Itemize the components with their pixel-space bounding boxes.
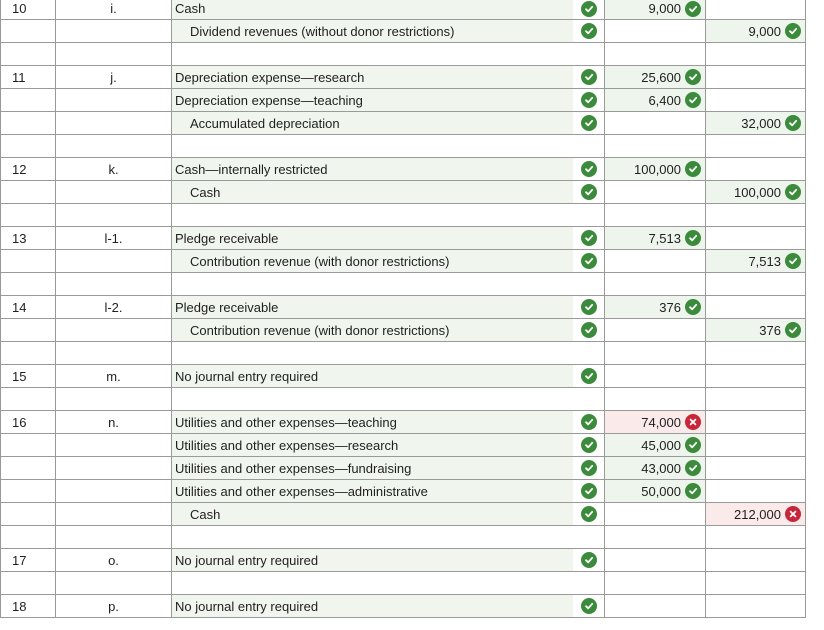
credit-field[interactable] bbox=[705, 342, 806, 364]
check-circle-icon bbox=[685, 460, 701, 476]
account-title: Utilities and other expenses—fundraising bbox=[175, 460, 412, 476]
credit-field[interactable] bbox=[705, 572, 806, 594]
x-circle-icon bbox=[785, 506, 801, 522]
check-circle-icon bbox=[785, 184, 801, 200]
event-cell bbox=[55, 503, 171, 525]
account-status-cell bbox=[573, 411, 604, 433]
event-cell bbox=[55, 0, 171, 19]
table-row bbox=[0, 181, 806, 204]
transaction-number-cell bbox=[0, 549, 55, 571]
x-circle-icon bbox=[685, 414, 701, 430]
account-title-field[interactable] bbox=[171, 227, 573, 249]
event-label: n. bbox=[108, 414, 119, 430]
check-circle-icon bbox=[581, 69, 597, 85]
account-title-field[interactable] bbox=[171, 20, 573, 42]
check-circle-icon bbox=[581, 322, 597, 338]
credit-field[interactable] bbox=[705, 43, 806, 65]
table-row bbox=[0, 457, 806, 480]
account-title-field[interactable] bbox=[171, 43, 573, 65]
account-title-field[interactable] bbox=[171, 273, 573, 295]
transaction-number-cell bbox=[0, 273, 55, 295]
transaction-number-cell bbox=[0, 20, 55, 42]
table-row bbox=[0, 20, 806, 43]
debit-field[interactable] bbox=[604, 526, 705, 548]
account-title: No journal entry required bbox=[175, 598, 319, 614]
account-status-cell bbox=[573, 181, 604, 203]
credit-field[interactable] bbox=[705, 503, 806, 525]
transaction-number-cell bbox=[0, 296, 55, 318]
table-row bbox=[0, 595, 806, 618]
transaction-number: 13 bbox=[12, 230, 27, 246]
table-row bbox=[0, 296, 806, 319]
event-label: m. bbox=[106, 368, 121, 384]
account-status-cell bbox=[573, 250, 604, 272]
table-row bbox=[0, 549, 806, 572]
table-row bbox=[0, 204, 806, 227]
debit-field[interactable] bbox=[604, 20, 705, 42]
event-cell bbox=[55, 43, 171, 65]
account-title: Pledge receivable bbox=[175, 299, 279, 315]
account-title: Depreciation expense—teaching bbox=[175, 92, 363, 108]
transaction-number: 16 bbox=[12, 414, 27, 430]
account-title-field[interactable] bbox=[171, 89, 573, 111]
account-title: Pledge receivable bbox=[175, 230, 279, 246]
check-circle-icon bbox=[581, 368, 597, 384]
transaction-number-cell bbox=[0, 457, 55, 479]
account-title-field[interactable] bbox=[171, 250, 573, 272]
event-label: l-1. bbox=[104, 230, 123, 246]
check-circle-icon bbox=[685, 437, 701, 453]
debit-amount: 376 bbox=[659, 299, 681, 315]
table-row bbox=[0, 388, 806, 411]
account-title-field[interactable] bbox=[171, 135, 573, 157]
credit-field[interactable] bbox=[705, 204, 806, 226]
event-label: i. bbox=[110, 1, 117, 16]
transaction-number: 18 bbox=[12, 598, 27, 614]
account-title: Contribution revenue (with donor restrictions) bbox=[190, 322, 450, 338]
event-cell bbox=[55, 365, 171, 387]
table-row bbox=[0, 572, 806, 595]
credit-amount: 376 bbox=[759, 322, 781, 338]
credit-amount: 212,000 bbox=[734, 506, 781, 522]
credit-field[interactable] bbox=[705, 480, 806, 502]
check-circle-icon bbox=[581, 414, 597, 430]
transaction-number-cell bbox=[0, 526, 55, 548]
event-cell bbox=[55, 342, 171, 364]
transaction-number-cell bbox=[0, 135, 55, 157]
check-circle-icon bbox=[581, 161, 597, 177]
table-row bbox=[0, 319, 806, 342]
debit-field[interactable] bbox=[604, 227, 705, 249]
debit-field[interactable] bbox=[604, 480, 705, 502]
table-row bbox=[0, 434, 806, 457]
account-title-field[interactable] bbox=[171, 572, 573, 594]
debit-amount: 45,000 bbox=[641, 437, 681, 453]
credit-field[interactable] bbox=[705, 365, 806, 387]
table-row bbox=[0, 503, 806, 526]
debit-field[interactable] bbox=[604, 296, 705, 318]
table-row bbox=[0, 250, 806, 273]
account-title-field[interactable] bbox=[171, 158, 573, 180]
account-status-cell bbox=[573, 204, 604, 226]
debit-field[interactable] bbox=[604, 434, 705, 456]
account-status-cell bbox=[573, 342, 604, 364]
table-row bbox=[0, 158, 806, 181]
debit-field[interactable] bbox=[604, 388, 705, 410]
transaction-number-cell bbox=[0, 66, 55, 88]
event-cell bbox=[55, 181, 171, 203]
event-cell bbox=[55, 388, 171, 410]
transaction-number-cell bbox=[0, 43, 55, 65]
check-circle-icon bbox=[581, 23, 597, 39]
check-circle-icon bbox=[581, 1, 597, 17]
account-title-field[interactable] bbox=[171, 526, 573, 548]
transaction-number: 11 bbox=[12, 69, 26, 85]
transaction-number-cell bbox=[0, 204, 55, 226]
debit-field[interactable] bbox=[604, 572, 705, 594]
event-cell bbox=[55, 595, 171, 617]
account-status-cell bbox=[573, 43, 604, 65]
debit-amount: 6,400 bbox=[648, 92, 681, 108]
check-circle-icon bbox=[581, 552, 597, 568]
credit-field[interactable] bbox=[705, 20, 806, 42]
transaction-number-cell bbox=[0, 250, 55, 272]
table-row bbox=[0, 365, 806, 388]
table-row bbox=[0, 89, 806, 112]
debit-field[interactable] bbox=[604, 319, 705, 341]
event-cell bbox=[55, 66, 171, 88]
account-status-cell bbox=[573, 503, 604, 525]
check-circle-icon bbox=[685, 299, 701, 315]
account-status-cell bbox=[573, 480, 604, 502]
event-cell bbox=[55, 158, 171, 180]
event-cell bbox=[55, 250, 171, 272]
check-circle-icon bbox=[581, 437, 597, 453]
table-row bbox=[0, 227, 806, 250]
debit-amount: 7,513 bbox=[648, 230, 681, 246]
credit-field[interactable] bbox=[705, 296, 806, 318]
debit-field[interactable] bbox=[604, 89, 705, 111]
transaction-number-cell bbox=[0, 595, 55, 617]
debit-field[interactable] bbox=[604, 342, 705, 364]
check-circle-icon bbox=[685, 1, 701, 17]
debit-amount: 50,000 bbox=[641, 483, 681, 499]
transaction-number-cell bbox=[0, 158, 55, 180]
transaction-number: 12 bbox=[12, 161, 27, 177]
check-circle-icon bbox=[685, 92, 701, 108]
account-title: Cash bbox=[190, 506, 221, 522]
event-label: p. bbox=[108, 598, 119, 614]
credit-field[interactable] bbox=[705, 526, 806, 548]
account-title-field[interactable] bbox=[171, 434, 573, 456]
debit-field[interactable] bbox=[604, 457, 705, 479]
event-cell bbox=[55, 227, 171, 249]
account-title: Cash bbox=[190, 184, 221, 200]
account-title: Dividend revenues (without donor restrictions) bbox=[190, 23, 455, 39]
event-label: l-2. bbox=[104, 299, 123, 315]
account-status-cell bbox=[573, 365, 604, 387]
debit-field[interactable] bbox=[604, 204, 705, 226]
event-cell bbox=[55, 434, 171, 456]
transaction-number-cell bbox=[0, 572, 55, 594]
account-status-cell bbox=[573, 296, 604, 318]
account-status-cell bbox=[573, 0, 604, 19]
event-cell bbox=[55, 296, 171, 318]
event-label: o. bbox=[108, 552, 119, 568]
credit-field[interactable] bbox=[705, 227, 806, 249]
credit-amount: 100,000 bbox=[734, 184, 781, 200]
account-status-cell bbox=[573, 434, 604, 456]
account-status-cell bbox=[573, 457, 604, 479]
event-cell bbox=[55, 112, 171, 134]
account-title-field[interactable] bbox=[171, 342, 573, 364]
credit-field[interactable] bbox=[705, 319, 806, 341]
event-cell bbox=[55, 89, 171, 111]
account-title-field[interactable] bbox=[171, 388, 573, 410]
debit-field[interactable] bbox=[604, 66, 705, 88]
table-row bbox=[0, 135, 806, 158]
debit-field[interactable] bbox=[604, 365, 705, 387]
account-status-cell bbox=[573, 89, 604, 111]
account-title: No journal entry required bbox=[175, 552, 319, 568]
credit-field[interactable] bbox=[705, 457, 806, 479]
account-title-field[interactable] bbox=[171, 0, 573, 19]
transaction-number-cell bbox=[0, 0, 55, 19]
debit-field[interactable] bbox=[604, 112, 705, 134]
event-cell bbox=[55, 319, 171, 341]
debit-field[interactable] bbox=[604, 43, 705, 65]
account-title-field[interactable] bbox=[171, 112, 573, 134]
credit-field[interactable] bbox=[705, 135, 806, 157]
account-status-cell bbox=[573, 273, 604, 295]
check-circle-icon bbox=[785, 23, 801, 39]
debit-amount: 74,000 bbox=[641, 414, 681, 430]
event-cell bbox=[55, 526, 171, 548]
credit-amount: 32,000 bbox=[741, 115, 781, 131]
debit-field[interactable] bbox=[604, 549, 705, 571]
event-cell bbox=[55, 411, 171, 433]
account-status-cell bbox=[573, 158, 604, 180]
check-circle-icon bbox=[581, 506, 597, 522]
credit-amount: 9,000 bbox=[748, 23, 781, 39]
check-circle-icon bbox=[581, 253, 597, 269]
event-cell bbox=[55, 135, 171, 157]
check-circle-icon bbox=[785, 253, 801, 269]
transaction-number-cell bbox=[0, 112, 55, 134]
account-title: Accumulated depreciation bbox=[190, 115, 340, 131]
transaction-number: 15 bbox=[12, 368, 27, 384]
account-title: Cash bbox=[175, 1, 206, 16]
account-title-field[interactable] bbox=[171, 181, 573, 203]
transaction-number-cell bbox=[0, 480, 55, 502]
table-row bbox=[0, 273, 806, 296]
account-title-field[interactable] bbox=[171, 204, 573, 226]
check-circle-icon bbox=[581, 598, 597, 614]
check-circle-icon bbox=[785, 322, 801, 338]
account-title: No journal entry required bbox=[175, 368, 319, 384]
credit-field[interactable] bbox=[705, 66, 806, 88]
debit-field[interactable] bbox=[604, 595, 705, 617]
account-status-cell bbox=[573, 135, 604, 157]
event-label: j. bbox=[110, 69, 117, 85]
transaction-number: 17 bbox=[12, 552, 27, 568]
credit-field[interactable] bbox=[705, 158, 806, 180]
account-title: Depreciation expense—research bbox=[175, 69, 365, 85]
debit-field[interactable] bbox=[604, 158, 705, 180]
account-status-cell bbox=[573, 526, 604, 548]
check-circle-icon bbox=[685, 69, 701, 85]
credit-field[interactable] bbox=[705, 112, 806, 134]
account-status-cell bbox=[573, 388, 604, 410]
account-title-field[interactable] bbox=[171, 365, 573, 387]
transaction-number-cell bbox=[0, 434, 55, 456]
table-row bbox=[0, 0, 806, 20]
transaction-number-cell bbox=[0, 411, 55, 433]
transaction-number-cell bbox=[0, 181, 55, 203]
table-row bbox=[0, 112, 806, 135]
credit-amount: 7,513 bbox=[748, 253, 781, 269]
credit-field[interactable] bbox=[705, 273, 806, 295]
account-title: Contribution revenue (with donor restrictions) bbox=[190, 253, 450, 269]
credit-field[interactable] bbox=[705, 549, 806, 571]
debit-amount: 25,600 bbox=[641, 69, 681, 85]
check-circle-icon bbox=[581, 460, 597, 476]
check-circle-icon bbox=[581, 92, 597, 108]
event-cell bbox=[55, 20, 171, 42]
event-cell bbox=[55, 549, 171, 571]
account-title: Utilities and other expenses—research bbox=[175, 437, 399, 453]
account-title-field[interactable] bbox=[171, 595, 573, 617]
account-title: Utilities and other expenses—teaching bbox=[175, 414, 397, 430]
event-label: k. bbox=[108, 161, 119, 177]
transaction-number: 14 bbox=[12, 299, 27, 315]
transaction-number-cell bbox=[0, 227, 55, 249]
account-title-field[interactable] bbox=[171, 549, 573, 571]
account-title: Cash—internally restricted bbox=[175, 161, 328, 177]
account-status-cell bbox=[573, 595, 604, 617]
event-cell bbox=[55, 572, 171, 594]
debit-amount: 9,000 bbox=[648, 1, 681, 16]
transaction-number-cell bbox=[0, 503, 55, 525]
debit-amount: 100,000 bbox=[634, 161, 681, 177]
check-circle-icon bbox=[581, 299, 597, 315]
event-cell bbox=[55, 273, 171, 295]
transaction-number-cell bbox=[0, 89, 55, 111]
account-title-field[interactable] bbox=[171, 411, 573, 433]
debit-field[interactable] bbox=[604, 411, 705, 433]
account-status-cell bbox=[573, 112, 604, 134]
transaction-number-cell bbox=[0, 342, 55, 364]
debit-field[interactable] bbox=[604, 135, 705, 157]
check-circle-icon bbox=[685, 161, 701, 177]
check-circle-icon bbox=[581, 230, 597, 246]
event-cell bbox=[55, 457, 171, 479]
transaction-number-cell bbox=[0, 365, 55, 387]
account-status-cell bbox=[573, 319, 604, 341]
credit-field[interactable] bbox=[705, 411, 806, 433]
check-circle-icon bbox=[581, 483, 597, 499]
transaction-number-cell bbox=[0, 319, 55, 341]
credit-field[interactable] bbox=[705, 250, 806, 272]
transaction-number: 10 bbox=[12, 1, 27, 16]
check-circle-icon bbox=[785, 115, 801, 131]
table-row bbox=[0, 66, 806, 89]
table-row bbox=[0, 43, 806, 66]
account-status-cell bbox=[573, 549, 604, 571]
account-title-field[interactable] bbox=[171, 480, 573, 502]
table-row bbox=[0, 411, 806, 434]
event-cell bbox=[55, 480, 171, 502]
account-status-cell bbox=[573, 20, 604, 42]
debit-field[interactable] bbox=[604, 0, 705, 19]
account-title-field[interactable] bbox=[171, 296, 573, 318]
credit-field[interactable] bbox=[705, 434, 806, 456]
account-title-field[interactable] bbox=[171, 319, 573, 341]
table-row bbox=[0, 526, 806, 549]
event-cell bbox=[55, 204, 171, 226]
transaction-number-cell bbox=[0, 388, 55, 410]
account-title-field[interactable] bbox=[171, 503, 573, 525]
account-status-cell bbox=[573, 66, 604, 88]
credit-field[interactable] bbox=[705, 89, 806, 111]
credit-field[interactable] bbox=[705, 181, 806, 203]
check-circle-icon bbox=[685, 483, 701, 499]
account-title: Utilities and other expenses—administrative bbox=[175, 483, 428, 499]
debit-amount: 43,000 bbox=[641, 460, 681, 476]
account-title-field[interactable] bbox=[171, 66, 573, 88]
credit-field[interactable] bbox=[705, 388, 806, 410]
table-row bbox=[0, 342, 806, 365]
check-circle-icon bbox=[581, 184, 597, 200]
credit-field[interactable] bbox=[705, 0, 806, 19]
account-status-cell bbox=[573, 572, 604, 594]
debit-field[interactable] bbox=[604, 503, 705, 525]
debit-field[interactable] bbox=[604, 181, 705, 203]
debit-field[interactable] bbox=[604, 273, 705, 295]
check-circle-icon bbox=[581, 115, 597, 131]
table-row bbox=[0, 480, 806, 503]
account-status-cell bbox=[573, 227, 604, 249]
debit-field[interactable] bbox=[604, 250, 705, 272]
check-circle-icon bbox=[685, 230, 701, 246]
credit-field[interactable] bbox=[705, 595, 806, 617]
account-title-field[interactable] bbox=[171, 457, 573, 479]
